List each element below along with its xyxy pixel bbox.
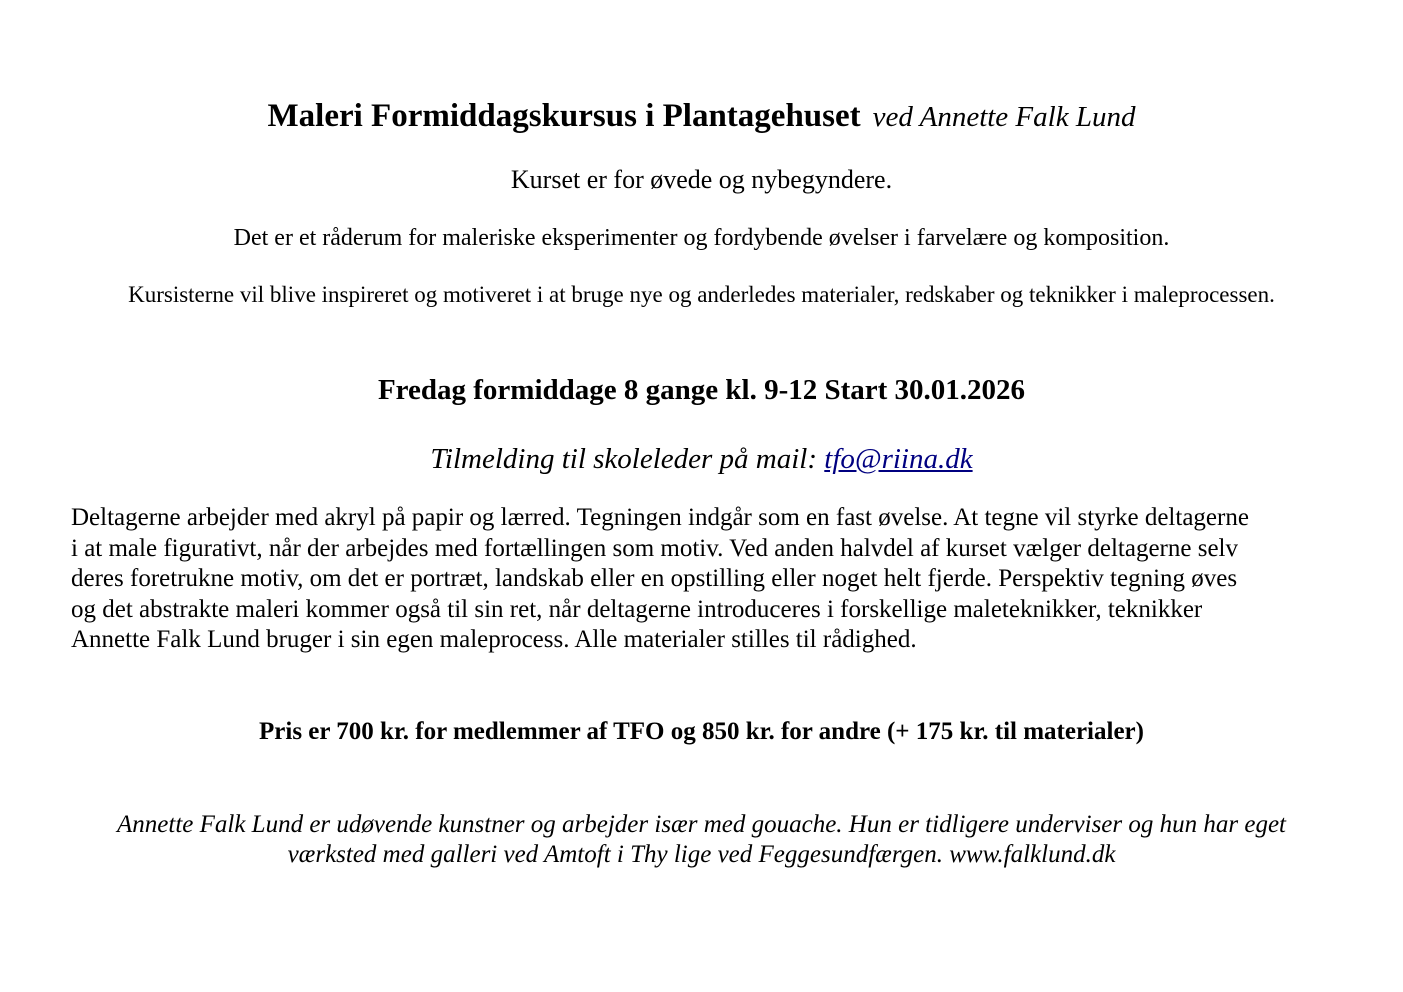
course-description	[71, 503, 1341, 656]
description-line: og det abstrakte maleri kommer også til sin ret, når deltagerne introduceres i forskellige maleteknikker, teknikker	[71, 595, 1203, 623]
course-title	[0, 94, 1403, 139]
description-line: Annette Falk Lund bruger i sin egen maleprocess. Alle materialer stilles til rådighed.	[71, 626, 917, 653]
intro-inspiration: Kursisterne vil blive inspireret og motiveret i at bruge nye og anderledes materialer, redskaber og teknikker i maleprocessen.	[128, 282, 1275, 307]
bio-line: værksted med galleri ved Amtoft i Thy lige ved Feggesundfærgen. www.falklund.dk	[287, 841, 1116, 868]
description-line: i at male figurativt, når der arbejdes med fortællingen som motiv. Ved anden halvdel af kurset vælger deltagerne selv	[71, 534, 1239, 562]
instructor-bio	[0, 810, 1403, 870]
signup-email-link[interactable]: tfo@riina.dk	[824, 443, 973, 475]
signup-line	[0, 440, 1403, 478]
price-info: Pris er 700 kr. for medlemmer af TFO og 850 kr. for andre (+ 175 kr. til materialer)	[259, 718, 1144, 745]
intro-audience: Kurset er for øvede og nybegyndere.	[510, 165, 893, 194]
course-schedule: Fredag formiddage 8 gange kl. 9-12 Start 30.01.2026	[377, 374, 1026, 406]
description-line: deres foretrukne motiv, om det er portræt, landskab eller en opstilling eller noget helt fjerde. Perspektiv tegning øves	[71, 565, 1238, 592]
signup-label: Tilmelding til skoleleder på mail:	[430, 443, 818, 475]
intro-purpose: Det er et råderum for maleriske eksperimenter og fordybende øvelser i farvelære og komposition.	[233, 225, 1170, 251]
description-line: Deltagerne arbejder med akryl på papir og lærred. Tegningen indgår som en fast øvelse. At tegne vil styrke deltagerne	[71, 504, 1249, 531]
course-title-text: Maleri Formiddagskursus i Plantagehuset	[267, 98, 861, 134]
bio-line: Annette Falk Lund er udøvende kunstner og arbejder især med gouache. Hun er tidligere underviser og hun har eget	[117, 811, 1286, 838]
instructor-byline: ved Annette Falk Lund	[872, 101, 1136, 133]
